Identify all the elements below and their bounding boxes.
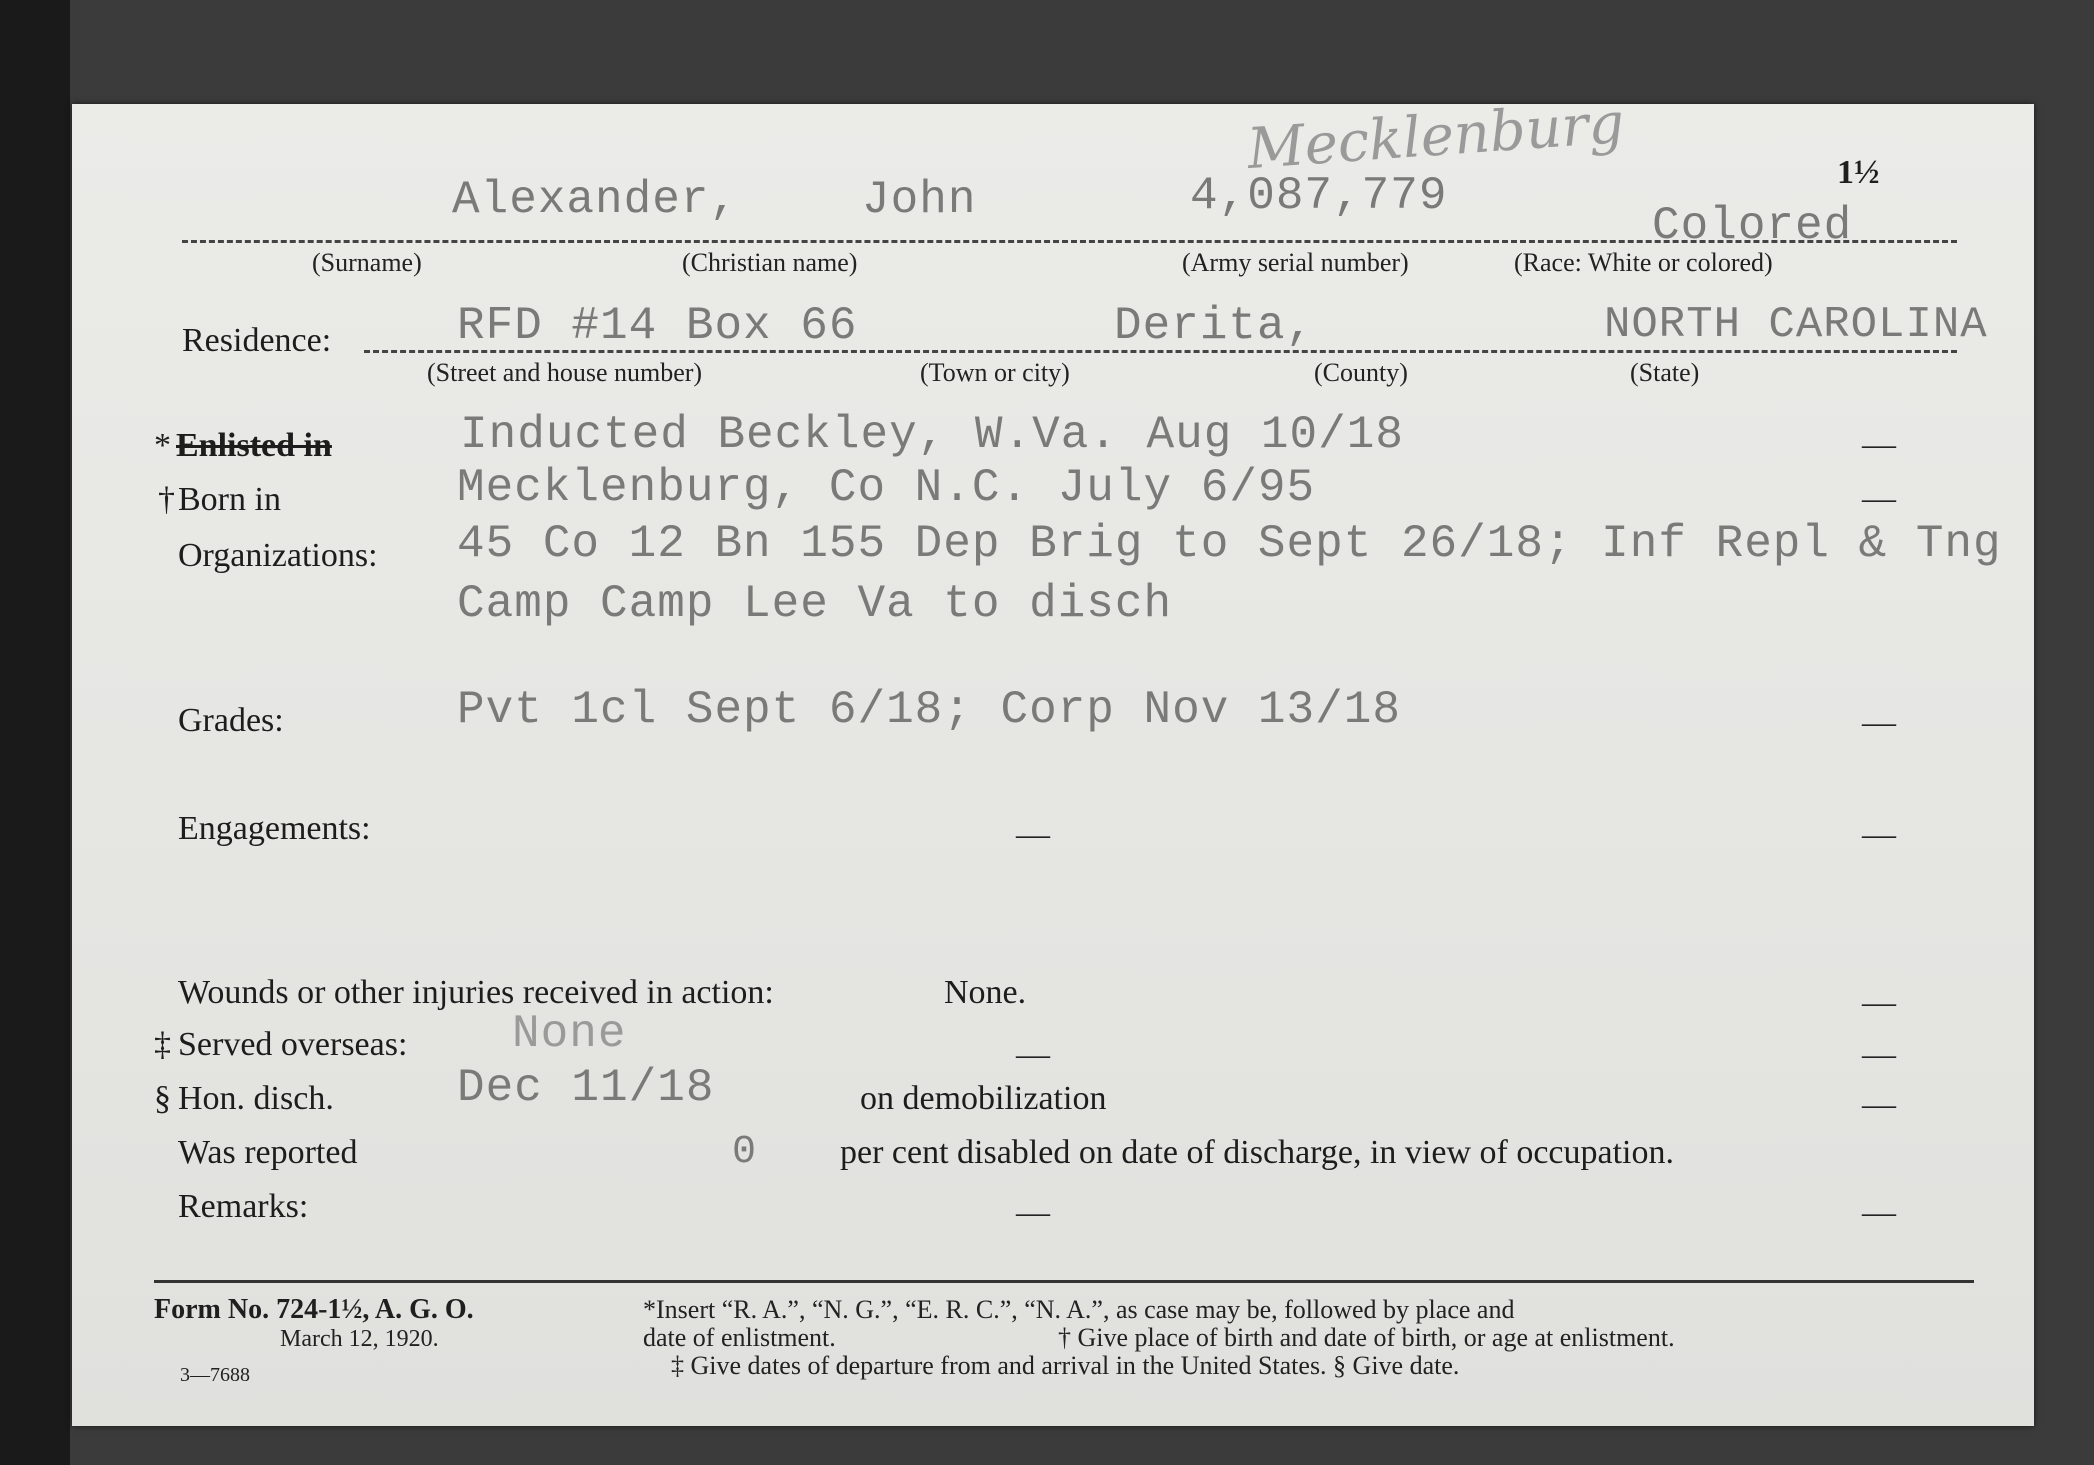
enlisted-label: Enlisted in: [176, 427, 332, 464]
row2-dotted-line: [364, 350, 1957, 353]
engagements-label: Engagements:: [178, 810, 371, 847]
residence-label: Residence:: [182, 322, 332, 359]
reported-text: per cent disabled on date of discharge, in view of occupation.: [840, 1134, 1674, 1171]
grades-value: Pvt 1cl Sept 6/18; Corp Nov 13/18: [457, 684, 1401, 736]
form-number: Form No. 724-1½, A. G. O.: [154, 1294, 474, 1325]
row1-dotted-line: [182, 240, 1957, 243]
remarks-mid-dash: —: [1016, 1194, 1050, 1231]
grades-label: Grades:: [178, 702, 284, 739]
born-dash: —: [1862, 480, 1896, 517]
handwritten-note: Mecklenburg: [1245, 90, 1627, 183]
race-value: Colored: [1652, 200, 1853, 252]
residence-town-value: Derita,: [1114, 300, 1315, 352]
born-value: Mecklenburg, Co N.C. July 6/95: [457, 462, 1316, 514]
scan-edge: [0, 0, 70, 1465]
town-caption: (Town or city): [920, 358, 1070, 387]
enlisted-marker: *: [154, 427, 171, 464]
overseas-value: None: [512, 1008, 627, 1060]
service-record-card: [72, 90, 2034, 1426]
born-marker: †: [158, 481, 175, 518]
footnote-enlisted: *Insert “R. A.”, “N. G.”, “E. R. C.”, “N. A.”, as case may be, followed by place and: [643, 1295, 1515, 1324]
born-label: Born in: [178, 481, 281, 518]
residence-state-value: NORTH CAROLINA: [1604, 300, 1988, 350]
enlisted-value: Inducted Beckley, W.Va. Aug 10/18: [460, 409, 1404, 461]
enlisted-dash: —: [1862, 426, 1896, 463]
footnote-born: † Give place of birth and date of birth, or age at enlistment.: [1058, 1323, 1675, 1352]
reported-label: Was reported: [178, 1134, 358, 1171]
footer-rule: [154, 1280, 1974, 1283]
surname-caption: (Surname): [312, 248, 422, 277]
overseas-dash: —: [1862, 1036, 1896, 1073]
print-code: 3—7688: [180, 1364, 250, 1386]
serial-caption: (Army serial number): [1182, 248, 1409, 277]
county-caption: (County): [1314, 358, 1408, 387]
overseas-mid-dash: —: [1016, 1036, 1050, 1073]
overseas-label: Served overseas:: [178, 1026, 408, 1063]
hon-marker: §: [154, 1080, 171, 1117]
wounds-label: Wounds or other injuries received in action:: [178, 974, 774, 1011]
footnote-overseas: ‡ Give dates of departure from and arrival in the United States. § Give date.: [671, 1351, 1460, 1380]
christian-name-value: John: [862, 174, 977, 226]
organizations-line-2: Camp Camp Lee Va to disch: [457, 578, 1173, 630]
engagements-mid-dash: —: [1016, 816, 1050, 853]
race-caption: (Race: White or colored): [1514, 248, 1773, 277]
street-caption: (Street and house number): [427, 358, 703, 387]
serial-number-value: 4,087,779: [1190, 170, 1448, 222]
reported-value: 0: [732, 1130, 758, 1175]
overseas-marker: ‡: [154, 1026, 171, 1063]
remarks-label: Remarks:: [178, 1188, 309, 1225]
wounds-value: None.: [944, 974, 1027, 1011]
remarks-dash: —: [1862, 1194, 1896, 1231]
residence-street-value: RFD #14 Box 66: [457, 300, 858, 352]
engagements-dash: —: [1862, 816, 1896, 853]
organizations-line-1: 45 Co 12 Bn 155 Dep Brig to Sept 26/18; Inf Repl & Tng: [457, 518, 2002, 570]
wounds-dash: —: [1862, 984, 1896, 1021]
form-date: March 12, 1920.: [280, 1326, 439, 1352]
organizations-label: Organizations:: [178, 537, 378, 574]
hon-dash: —: [1862, 1086, 1896, 1123]
fraction-mark: 1½: [1837, 154, 1880, 191]
grades-dash: —: [1862, 704, 1896, 741]
hon-value: Dec 11/18: [457, 1062, 715, 1114]
footnote-enlisted-cont: date of enlistment.: [643, 1323, 836, 1352]
surname-value: Alexander,: [452, 174, 739, 226]
hon-label: Hon. disch.: [178, 1080, 334, 1117]
state-caption: (State): [1630, 358, 1700, 387]
christian-name-caption: (Christian name): [682, 248, 858, 277]
hon-reason: on demobilization: [860, 1080, 1107, 1117]
